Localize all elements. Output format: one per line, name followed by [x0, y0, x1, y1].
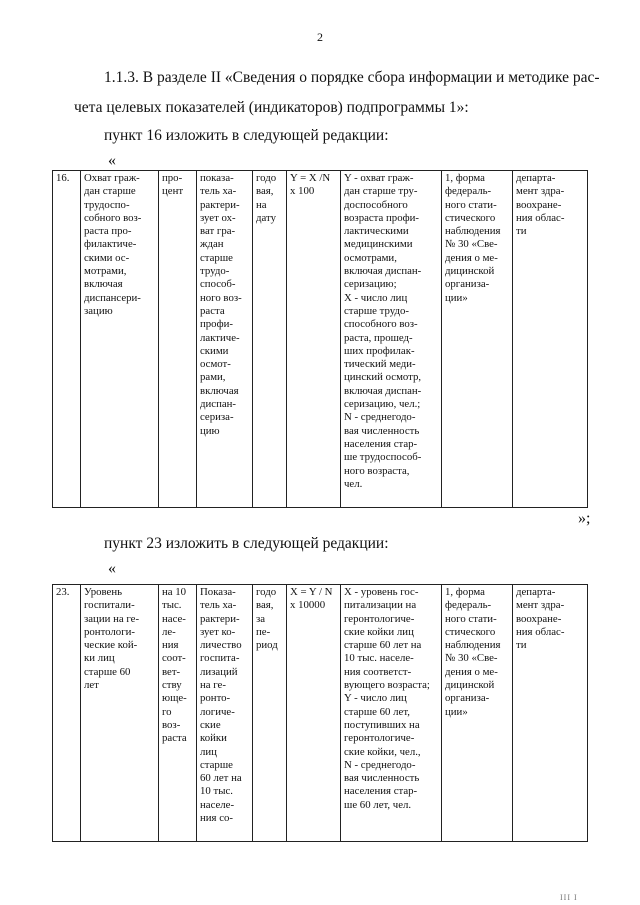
cell-definition: Показа- тель ха- рактери- зует ко- личество госпита- лизаций на ге- ронто- логиче- ские койки лиц старше 60 лет на 10 тыс. населе- ния со- — [197, 585, 253, 842]
cell-responsible: департа- мент здра- воохране- ния облас- ти — [513, 171, 588, 508]
cell-indicator-name: Охват граж- дан старше трудоспо- собного воз- раста про- филактиче- скими ос- мотрами, включая диспансери- зацию — [81, 171, 159, 508]
section-23-open-quote: « — [108, 560, 116, 577]
section-23-heading: пункт 23 изложить в следующей редакции: — [104, 535, 389, 552]
cell-indicator-name: Уровень госпитали- зации на ге- ронтологи- ческие кой- ки лиц старше 60 лет — [81, 585, 159, 842]
page-number: 2 — [317, 30, 323, 44]
cell-number: 16. — [53, 171, 81, 508]
cell-variables: Y - охват граж- дан старше тру- доспособного возраста профи- лактическими медицинскими осмотрами, включая диспан- серизацию; X - число лиц старше трудо- способного воз- раста, прошед- ших профилак- тический меди- цинский осмотр, включая диспан- серизацию, чел.; N - среднегодо- вая численность населения стар- ше трудоспособ- ного возраста, чел. — [341, 171, 442, 508]
cell-source: 1, форма федераль- ного стати- стического наблюдения № 30 «Све- дения о ме- дицинской организа- ции» — [442, 171, 513, 508]
cell-formula: X = Y / N x 10000 — [287, 585, 341, 842]
section-16-close-quote: »; — [578, 510, 591, 527]
cell-source: 1, форма федераль- ного стати- стического наблюдения № 30 «Све- дения о ме- дицинской организа- ции» — [442, 585, 513, 842]
cell-unit: про- цент — [159, 171, 197, 508]
footer-mark: III I — [560, 893, 578, 902]
cell-periodicity: годо вая, за пе- риод — [253, 585, 287, 842]
cell-variables: X - уровень гос- питализации на геронтологиче- ские койки лиц старше 60 лет на 10 тыс. населе- ния соответст- вующего возраста; Y - число лиц старше 60 лет, поступивших на геронтологиче- ские койки, чел., N - среднегодо- вая численность населения стар- ше 60 лет, чел. — [341, 585, 442, 842]
cell-responsible: департа- мент здра- воохране- ния облас- ти — [513, 585, 588, 842]
table-row — [53, 585, 588, 842]
section-16-heading: пункт 16 изложить в следующей редакции: — [104, 127, 389, 144]
table-row — [53, 171, 588, 508]
cell-definition: показа- тель ха- рактери- зует ох- ват гра- ждан старше трудо- способ- ного воз- раста профи- лактиче- скими осмот- рами, включая диспан- сериза- цию — [197, 171, 253, 508]
cell-number: 23. — [53, 585, 81, 842]
cell-periodicity: годо вая, на дату — [253, 171, 287, 508]
table-point-16 — [52, 170, 588, 508]
cell-unit: на 10 тыс. насе- ле- ния соот- вет- ству юще- го воз- раста — [159, 585, 197, 842]
section-16-open-quote: « — [108, 152, 116, 169]
intro-line-2: чета целевых показателей (индикаторов) подпрограммы 1»: — [74, 99, 469, 116]
table-point-23 — [52, 584, 588, 842]
intro-line-1: 1.1.3. В разделе II «Сведения о порядке сбора информации и методике рас- — [104, 69, 600, 86]
cell-formula: Y = X /N x 100 — [287, 171, 341, 508]
